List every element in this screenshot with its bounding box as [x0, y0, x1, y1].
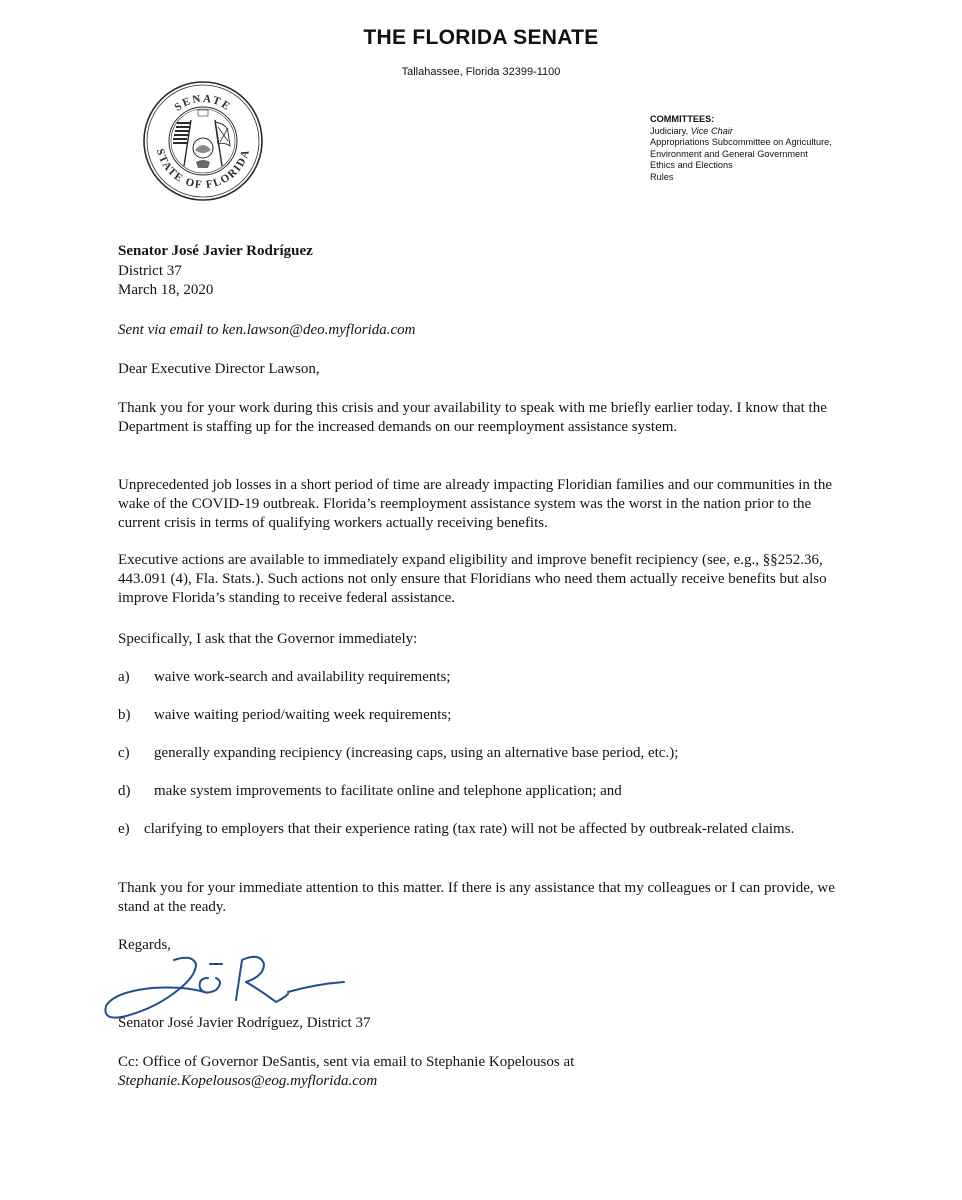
- body-paragraph: Unprecedented job losses in a short period of time are already impacting Floridian families and our communities in the wake of the COVID-19 outbreak. Florida’s reemployment assistance system was the worst in the nation prior to the current crisis in terms of qualifying workers actually receiving benefits.: [118, 477, 832, 531]
- seal-top-text: SENATE: [172, 92, 234, 114]
- letterhead-address: Tallahassee, Florida 32399-1100: [401, 66, 561, 78]
- list-item: [118, 782, 856, 801]
- seal-bottom-text: STATE OF FLORIDA: [153, 147, 253, 192]
- sent-via-line: Sent via email to ken.lawson@deo.myflorida.com: [118, 322, 416, 338]
- list-item-label: a): [118, 669, 130, 685]
- committee-role: Vice Chair: [690, 125, 733, 136]
- committee-item: Appropriations Subcommittee on Agriculture,: [650, 137, 832, 148]
- cc-email: Stephanie.Kopelousos@eog.myflorida.com: [118, 1073, 378, 1089]
- list-item-label: d): [118, 783, 131, 799]
- valediction: Regards,: [118, 937, 171, 953]
- list-item: [118, 668, 856, 687]
- list-item: [118, 744, 856, 763]
- committee-item: Rules: [650, 171, 674, 182]
- sender-block: [118, 242, 313, 301]
- salutation: Dear Executive Director Lawson,: [118, 361, 320, 377]
- sender-district: District 37: [118, 262, 182, 279]
- list-item: [118, 706, 856, 725]
- body-paragraph: Executive actions are available to immediately expand eligibility and improve benefit recipiency (see, e.g., §§252.36, 443.091 (4), Fla. Stats.). Such actions not only ensure that Floridians who need them actually receive benefits but also improve Florida’s standing to receive federal assistance.: [118, 552, 827, 606]
- sender-name: Senator José Javier Rodríguez: [118, 243, 313, 259]
- list-item-text: waive waiting period/waiting week requirements;: [154, 707, 452, 723]
- list-item-label: e): [118, 821, 130, 837]
- closing-paragraph: Thank you for your immediate attention to this matter. If there is any assistance that my colleagues or I can provide, we stand at the ready.: [118, 880, 835, 915]
- committee-item: [650, 126, 940, 138]
- list-item-label: b): [118, 707, 131, 723]
- cc-line: Cc: Office of Governor DeSantis, sent via email to Stephanie Kopelousos at: [118, 1054, 575, 1070]
- body-paragraph: Specifically, I ask that the Governor immediately:: [118, 631, 418, 647]
- signature-name-line: Senator José Javier Rodríguez, District 37: [118, 1015, 371, 1031]
- list-item: [118, 820, 856, 839]
- committees-heading: COMMITTEES:: [650, 114, 715, 124]
- list-item-text: waive work-search and availability requirements;: [154, 669, 451, 685]
- committee-item: Environment and General Government: [650, 148, 808, 159]
- list-item-text: generally expanding recipiency (increasing caps, using an alternative base period, etc.);: [154, 745, 679, 761]
- letterhead-title: THE FLORIDA SENATE: [363, 26, 599, 49]
- letter-date: March 18, 2020: [118, 282, 214, 298]
- list-item-text: clarifying to employers that their experience rating (tax rate) will not be affected by outbreak-related claims.: [144, 821, 795, 837]
- list-item-label: c): [118, 745, 130, 761]
- list-item-text: make system improvements to facilitate online and telephone application; and: [154, 783, 622, 799]
- committees-block: [650, 114, 940, 184]
- committee-name: Judiciary,: [650, 125, 691, 136]
- body-paragraph: Thank you for your work during this crisis and your availability to speak with me briefly earlier today. I know that the Department is staffing up for the increased demands on our reemployment assistance system.: [118, 400, 827, 435]
- committee-item: Ethics and Elections: [650, 160, 733, 171]
- florida-senate-seal-icon: [142, 80, 264, 202]
